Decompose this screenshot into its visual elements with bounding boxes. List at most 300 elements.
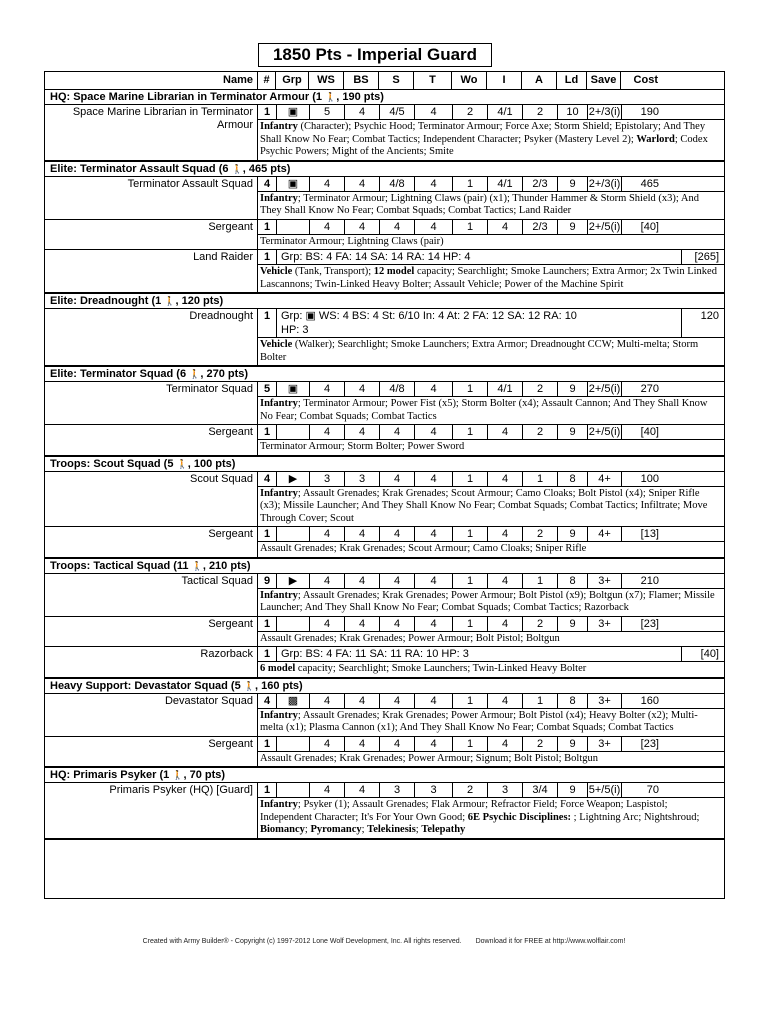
stat-ws: 4 [309, 783, 344, 797]
stat-line [258, 527, 724, 542]
keyword: Infantry [260, 589, 298, 601]
stat-bs: 4 [344, 220, 379, 234]
figure-icon: 🚶 [172, 770, 184, 780]
stat-count: 1 [263, 737, 271, 750]
stat-cost: 190 [621, 105, 664, 119]
header-cost: Cost [620, 72, 663, 89]
stat-save: 4+ [587, 527, 621, 541]
stat-count: 5 [263, 383, 271, 395]
stat-line [258, 220, 724, 235]
stat-bs: 4 [344, 694, 379, 708]
unit-heading: Elite: Terminator Assault Squad (6 [50, 162, 232, 175]
description-text: ; Assault Grenades; Krak Grenades; Scout Armour; Camo Cloaks; Bolt Pistol (x4); Sniper Rifle (x3); Missile Launcher; And They Shall Know No Fear; Combat Squads; Combat Tactics; Infiltrate; Move Through Cover; Scout [260, 487, 708, 524]
keyword: 6E Psychic Disciplines: [467, 811, 572, 823]
model-details [257, 250, 724, 292]
stat-ld: 9 [557, 425, 587, 439]
stat-s: 4 [379, 425, 414, 439]
stat-cost: [40] [621, 220, 664, 234]
description-text: (Walker); Searchlight; Smoke Launchers; Extra Armor; Dreadnought CCW; Multi-melta; Storm Bolter [260, 339, 699, 363]
stat-wo: 1 [452, 694, 487, 708]
header-i: I [486, 72, 521, 89]
stat-count: 1 [263, 251, 271, 263]
unit-title [45, 367, 724, 382]
stat-grp [276, 783, 309, 797]
table-header [45, 72, 724, 90]
footer-download: Download it for FREE at http://www.wolflair.com! [475, 938, 626, 945]
header-count: # [257, 72, 275, 89]
stat-ws: 4 [309, 382, 344, 396]
unit-points: , 190 pts) [336, 91, 384, 103]
header-grp: Grp [275, 72, 308, 89]
stat-ws: 4 [309, 220, 344, 234]
header-save: Save [586, 72, 620, 89]
model-description [258, 120, 724, 160]
stat-save: 2+/5(i) [588, 383, 621, 395]
keyword: 12 model [373, 266, 415, 277]
stat-a: 2 [522, 527, 557, 541]
stat-ld: 9 [557, 737, 587, 751]
description-text: capacity; Searchlight; Smoke Launchers; Extra Armor; 2x Twin Linked Lascannons; Twin-Linked Heavy Bolter; Assault Vehicle; Power of the Machine Spirit [260, 266, 717, 290]
stat-t: 4 [414, 382, 452, 396]
description-text: Terminator Armour; Storm Bolter; Power Sword [260, 441, 465, 452]
vehicle-stats-line1: Grp: ▣ WS: 4 BS: 4 St: 6/10 In: 4 At: 2 FA: 12 SA: 12 RA: 10 [281, 310, 577, 322]
keyword: Vehicle [260, 339, 293, 350]
figure-icon: 🚶 [189, 369, 201, 379]
stat-ws: 4 [309, 694, 344, 708]
unit-points: , 160 pts) [255, 679, 303, 692]
stat-a: 2/3 [522, 177, 557, 191]
model-row [45, 250, 724, 292]
stat-cost: [13] [621, 527, 664, 541]
unit-title [45, 90, 724, 105]
unit-block [45, 367, 724, 457]
stat-line [258, 574, 724, 589]
stat-cost: 70 [621, 783, 664, 797]
unit-points: , 270 pts) [200, 368, 249, 380]
stat-ld: 9 [557, 177, 587, 191]
keyword: Infantry [260, 192, 298, 204]
model-details [257, 617, 724, 647]
model-row [45, 425, 724, 455]
stat-a: 3/4 [522, 783, 557, 797]
model-row [45, 105, 724, 160]
stat-t: 4 [414, 694, 452, 708]
vehicle-stat-line [258, 309, 724, 338]
keyword: Infantry [260, 121, 298, 132]
stat-ws: 5 [309, 105, 344, 119]
stat-t: 4 [414, 472, 452, 486]
stat-wo: 1 [452, 425, 487, 439]
model-name: Sergeant [208, 426, 253, 438]
stat-line [258, 694, 724, 709]
stat-bs: 4 [344, 574, 379, 588]
unit-points: , 465 pts) [242, 162, 291, 175]
header-bs: BS [343, 72, 378, 89]
model-row [45, 647, 724, 677]
stat-ws: 4 [309, 737, 344, 751]
model-description [258, 589, 724, 616]
header-wo: Wo [451, 72, 486, 89]
stat-line [258, 425, 724, 440]
stat-cost: [40] [681, 647, 724, 661]
model-name: Sergeant [208, 737, 253, 750]
unit-heading: Troops: Tactical Squad (11 [50, 559, 192, 572]
model-row [45, 574, 724, 617]
model-name: Space Marine Librarian in Terminator Armour [72, 106, 253, 131]
unit-heading: Elite: Dreadnought (1 [50, 295, 165, 307]
figure-icon: 🚶 [325, 92, 337, 102]
stat-t: 4 [414, 177, 452, 191]
unit-block [45, 559, 724, 679]
stat-grp: ▩ [276, 694, 309, 708]
model-description [258, 709, 724, 736]
stat-a: 2 [522, 105, 557, 119]
stat-grp [276, 617, 309, 631]
stat-save: 3+ [587, 737, 621, 751]
footer [0, 938, 768, 945]
keyword: Telekinesis [367, 824, 416, 835]
stat-wo: 1 [452, 737, 487, 751]
stat-i: 4 [487, 617, 522, 631]
model-description [258, 338, 724, 365]
description-text: Assault Grenades; Krak Grenades; Scout Armour; Camo Cloaks; Sniper Rifle [260, 543, 587, 554]
description-text: ; Lightning Arc; Nightshroud; [571, 811, 700, 823]
stat-line [258, 472, 724, 487]
stat-ld: 8 [557, 472, 587, 486]
stat-ld: 10 [557, 105, 587, 119]
header-ld: Ld [556, 72, 586, 89]
header-ws: WS [308, 72, 343, 89]
model-details [257, 783, 724, 838]
unit-list [45, 90, 724, 840]
model-details [257, 177, 724, 219]
stat-bs: 4 [344, 177, 379, 191]
model-details [257, 527, 724, 557]
stat-save: 3+ [587, 694, 621, 708]
unit-heading: HQ: Primaris Psyker (1 [50, 769, 173, 781]
roster-table [44, 71, 725, 899]
stat-wo: 1 [452, 527, 487, 541]
stat-ws: 4 [309, 574, 344, 588]
description-text: ; [361, 824, 368, 835]
description-text: capacity; Searchlight; Smoke Launchers; Twin-Linked Heavy Bolter [295, 663, 587, 674]
model-row [45, 694, 724, 737]
stat-count: 1 [263, 784, 271, 796]
unit-block [45, 294, 724, 367]
unit-block [45, 90, 724, 162]
stat-i: 4 [487, 425, 522, 439]
stat-ld: 9 [557, 527, 587, 541]
model-description [258, 798, 724, 838]
model-details [257, 220, 724, 250]
vehicle-stat-line [258, 647, 724, 662]
keyword: Infantry [260, 487, 298, 499]
unit-title [45, 679, 724, 694]
unit-heading: HQ: Space Marine Librarian in Terminator Armour (1 [50, 91, 326, 103]
model-row [45, 177, 724, 220]
description-text: Assault Grenades; Krak Grenades; Power Armour; Bolt Pistol; Boltgun [260, 632, 560, 644]
unit-title [45, 559, 724, 574]
stat-count: 1 [263, 648, 271, 660]
stat-count: 1 [263, 106, 271, 118]
stat-cost: [23] [621, 737, 664, 751]
description-text: Terminator Armour; Lightning Claws (pair) [260, 235, 444, 247]
model-description [258, 192, 724, 219]
model-description [258, 440, 724, 455]
stat-wo: 1 [452, 382, 487, 396]
stat-wo: 1 [452, 177, 487, 191]
header-t: T [413, 72, 451, 89]
stat-ld: 9 [557, 220, 587, 234]
model-name: Razorback [200, 648, 253, 660]
model-details [257, 694, 724, 736]
model-name: Sergeant [208, 528, 253, 540]
stat-ld: 9 [557, 783, 587, 797]
header-a: A [521, 72, 556, 89]
stat-cost: 210 [621, 574, 664, 588]
description-text: (Tank, Transport); [292, 266, 374, 277]
stat-grp [276, 425, 309, 439]
unit-points: , 70 pts) [183, 769, 226, 781]
stat-bs: 4 [344, 737, 379, 751]
stat-t: 4 [414, 220, 452, 234]
model-details [257, 574, 724, 616]
stat-cost: 120 [681, 309, 724, 337]
stat-grp: ▣ [276, 382, 309, 396]
model-details [257, 309, 724, 365]
stat-t: 4 [414, 527, 452, 541]
model-description [258, 397, 724, 424]
stat-t: 3 [414, 783, 452, 797]
stat-s: 4/8 [379, 382, 414, 396]
description-text: ; Codex Psychic Powers; Might of the Ancients; Smite [260, 133, 708, 157]
model-description [258, 265, 724, 292]
unit-title [45, 294, 724, 309]
stat-bs: 4 [344, 105, 379, 119]
stat-cost: [23] [621, 617, 664, 631]
stat-wo: 1 [452, 617, 487, 631]
stat-grp: ▶ [276, 472, 309, 486]
unit-points: , 100 pts) [187, 457, 236, 470]
unit-block [45, 679, 724, 769]
description-text: ; Terminator Armour; Lightning Claws (pair) (x1); Thunder Hammer & Storm Shield (x3); And They Shall Know No Fear; Combat Squads; Combat Tactics; Land Raider [260, 192, 699, 216]
vehicle-stats: Grp: BS: 4 FA: 11 SA: 11 RA: 10 HP: 3 [276, 647, 681, 661]
stat-save: 2+/5(i) [588, 426, 621, 438]
model-name: Sergeant [208, 617, 253, 630]
stat-i: 4 [487, 574, 522, 588]
model-description [258, 632, 724, 647]
stat-s: 4 [379, 220, 414, 234]
stat-s: 3 [379, 783, 414, 797]
unit-block [45, 768, 724, 840]
model-description [258, 662, 724, 677]
stat-bs: 4 [344, 617, 379, 631]
header-name: Name [223, 74, 253, 86]
stat-i: 4/1 [487, 382, 522, 396]
model-description [258, 542, 724, 557]
description-text: ; Terminator Armour; Power Fist (x5); Storm Bolter (x4); Assault Cannon; And They Shall Know No Fear; Combat Squads; Combat Tactics [260, 398, 708, 422]
stat-save: 3+ [587, 617, 621, 631]
model-row [45, 783, 724, 838]
keyword: 6 model [260, 663, 296, 674]
stat-i: 4/1 [487, 105, 522, 119]
stat-bs: 4 [344, 527, 379, 541]
stat-s: 4/5 [379, 105, 414, 119]
unit-block [45, 162, 724, 295]
stat-wo: 1 [452, 472, 487, 486]
stat-i: 4 [487, 527, 522, 541]
model-row [45, 617, 724, 648]
stat-ld: 8 [557, 694, 587, 708]
stat-wo: 1 [452, 574, 487, 588]
stat-line [258, 177, 724, 192]
stat-grp [276, 220, 309, 234]
stat-t: 4 [414, 617, 452, 631]
stat-s: 4 [379, 694, 414, 708]
stat-ld: 9 [557, 617, 587, 631]
model-row [45, 737, 724, 767]
model-description [258, 235, 724, 250]
stat-count: 1 [263, 220, 271, 233]
stat-a: 1 [522, 694, 557, 708]
model-name: Terminator Squad [166, 383, 253, 395]
model-details [257, 105, 724, 160]
model-name: Tactical Squad [181, 574, 253, 587]
stat-ws: 4 [309, 177, 344, 191]
model-row [45, 472, 724, 528]
stat-cost: [40] [621, 425, 664, 439]
stat-a: 2 [522, 425, 557, 439]
keyword: Vehicle [260, 266, 293, 277]
model-description [258, 752, 724, 767]
stat-count: 1 [263, 528, 271, 540]
stat-a: 2 [522, 382, 557, 396]
stat-cost: 160 [621, 694, 664, 708]
stat-i: 4 [487, 472, 522, 486]
stat-ld: 9 [557, 382, 587, 396]
unit-title [45, 768, 724, 783]
model-name: Terminator Assault Squad [127, 177, 253, 190]
model-details [257, 647, 724, 677]
stat-grp: ▣ [276, 105, 309, 119]
keyword: Warlord [636, 133, 675, 145]
vehicle-stat-line [258, 250, 724, 265]
stat-a: 2 [522, 617, 557, 631]
stat-count: 4 [263, 472, 271, 485]
description-text: (Character); Psychic Hood; Terminator Armour; Force Axe; Storm Shield; Epistolary; And They Shall Know No Fear; Combat Tactics; Independent Character; Psyker (Mastery Level 2); [260, 121, 706, 145]
stat-ws: 3 [309, 472, 344, 486]
stat-a: 2 [522, 737, 557, 751]
stat-ws: 4 [309, 527, 344, 541]
figure-icon: 🚶 [191, 560, 203, 571]
stat-count: 4 [263, 694, 271, 707]
figure-icon: 🚶 [164, 296, 176, 306]
stat-t: 4 [414, 737, 452, 751]
keyword: Pyromancy [310, 824, 362, 835]
unit-title [45, 457, 724, 472]
model-row [45, 309, 724, 365]
figure-icon: 🚶 [231, 163, 243, 174]
description-text: Assault Grenades; Krak Grenades; Power Armour; Signum; Bolt Pistol; Boltgun [260, 752, 599, 764]
stat-save: 3+ [587, 574, 621, 588]
stat-bs: 3 [344, 472, 379, 486]
stat-s: 4/8 [379, 177, 414, 191]
unit-heading: Heavy Support: Devastator Squad (5 [50, 679, 244, 692]
stat-a: 1 [522, 574, 557, 588]
model-name: Devastator Squad [164, 694, 253, 707]
model-name: Primaris Psyker (HQ) [Guard] [109, 784, 253, 796]
stat-count: 1 [263, 310, 271, 322]
header-s: S [378, 72, 413, 89]
stat-a: 1 [522, 472, 557, 486]
stat-bs: 4 [344, 382, 379, 396]
page-title: 1850 Pts - Imperial Guard [258, 43, 492, 67]
stat-s: 4 [379, 737, 414, 751]
vehicle-stats: Grp: BS: 4 FA: 14 SA: 14 RA: 14 HP: 4 [276, 250, 681, 264]
stat-save: 5+/5(i) [588, 784, 621, 796]
stat-s: 4 [379, 574, 414, 588]
stat-i: 4 [487, 737, 522, 751]
model-row [45, 220, 724, 251]
stat-t: 4 [414, 574, 452, 588]
stat-count: 9 [263, 574, 271, 587]
keyword: Infantry [260, 709, 298, 721]
stat-count: 1 [263, 617, 271, 630]
stat-ld: 8 [557, 574, 587, 588]
stat-line [258, 737, 724, 752]
stat-save: 2+/3(i) [588, 106, 621, 118]
unit-heading: Troops: Scout Squad (5 [50, 457, 177, 470]
stat-ws: 4 [309, 425, 344, 439]
stat-a: 2/3 [522, 220, 557, 234]
stat-t: 4 [414, 105, 452, 119]
stat-grp: ▶ [276, 574, 309, 588]
stat-cost: 100 [621, 472, 664, 486]
unit-title [45, 162, 724, 177]
model-name: Sergeant [208, 220, 253, 233]
unit-heading: Elite: Terminator Squad (6 [50, 368, 190, 380]
stat-line [258, 783, 724, 798]
keyword: Biomancy [260, 824, 305, 835]
stat-line [258, 617, 724, 632]
model-description [258, 487, 724, 527]
stat-count: 1 [263, 426, 271, 438]
description-text: ; [304, 824, 311, 835]
figure-icon: 🚶 [243, 680, 255, 691]
stat-grp: ▣ [276, 177, 309, 191]
stat-cost: 270 [621, 382, 664, 396]
model-details [257, 382, 724, 424]
stat-cost: [265] [681, 250, 724, 264]
stat-grp [276, 527, 309, 541]
unit-points: , 120 pts) [175, 295, 224, 307]
stat-wo: 2 [452, 783, 487, 797]
stat-save: 4+ [587, 472, 621, 486]
stat-i: 3 [487, 783, 522, 797]
unit-points: , 210 pts) [202, 559, 251, 572]
keyword: Telepathy [421, 824, 466, 835]
unit-block [45, 457, 724, 559]
stat-i: 4 [487, 220, 522, 234]
keyword: Infantry [260, 799, 298, 810]
stat-i: 4 [487, 694, 522, 708]
model-name: Dreadnought [189, 310, 253, 322]
stat-i: 4/1 [487, 177, 522, 191]
stat-save: 2+/5(i) [588, 220, 621, 233]
model-row [45, 527, 724, 557]
stat-save: 2+/3(i) [588, 177, 621, 190]
stat-bs: 4 [344, 783, 379, 797]
